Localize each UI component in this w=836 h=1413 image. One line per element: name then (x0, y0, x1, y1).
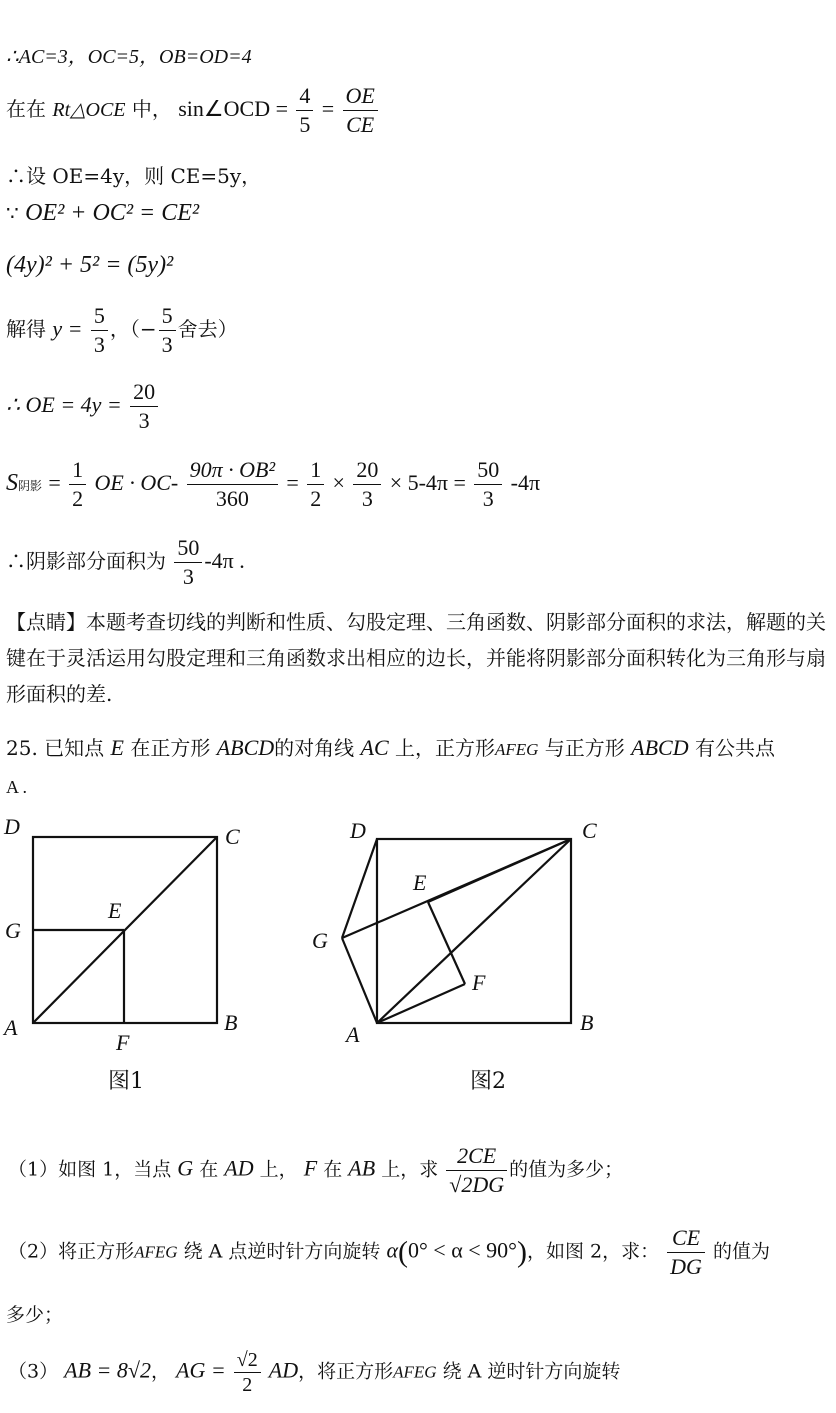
question-2-continued (6, 1300, 63, 1327)
q25-square-abcd-2: ABCD (631, 735, 689, 760)
triangle-name: Rt△OCE (52, 99, 126, 121)
fig2-segment-ef (428, 902, 465, 984)
line-given-lengths (6, 40, 252, 69)
fig2-label-e: E (413, 870, 427, 895)
pythagoras-equation: OE² + OC² = CE² (25, 200, 200, 226)
q3-ag-expression: AG = (176, 1357, 226, 1383)
fig1-label-c: C (225, 824, 240, 849)
equals-2: = (286, 470, 299, 495)
q1-text-f: 的值为多少； (509, 1158, 624, 1181)
q25-text-d: 上，正方形 (395, 736, 495, 760)
q2-fraction: $\frac{CE}{DG}$ (667, 1224, 705, 1281)
q1-segment-ad: AD (224, 1155, 254, 1181)
q2-text-c: ，如图 2，求： (526, 1240, 660, 1263)
q25-square-abcd: ABCD (216, 735, 275, 760)
answer-prefix: ∴阴影部分面积为 (6, 549, 166, 573)
equals-1: = (48, 470, 61, 495)
line-shaded-area-formula (6, 456, 540, 513)
q3-square-afeg: AFEG (393, 1362, 437, 1382)
fig1-label-f: F (116, 1030, 130, 1055)
q2-text-b: 绕 A 点逆时针方向旋转 (183, 1240, 381, 1263)
q3-text-a: （3） (8, 1360, 59, 1383)
q1-point-g: G (177, 1155, 194, 1181)
solve-mid: ，（− (109, 317, 157, 341)
q1-text-b: 在 (199, 1158, 219, 1181)
fig2-label-a: A (346, 1022, 360, 1047)
q25-diagonal-ac: AC (360, 735, 389, 760)
sin-expression: sin∠OCD = (178, 96, 288, 121)
fig1-label-g: G (5, 918, 21, 943)
q3-segment-ad: AD (268, 1357, 299, 1383)
line-sin-ocd (6, 82, 380, 139)
dianjing-paragraph (6, 604, 832, 712)
fig2-label-g: G (312, 928, 328, 953)
fig2-segment-fa (377, 984, 465, 1023)
fraction-1-2-b: $\frac{1}{2}$ (307, 456, 324, 513)
fig2-label-d: D (350, 818, 366, 843)
discard-text: 舍去） (177, 317, 238, 341)
line-solve (6, 302, 238, 359)
fraction-5-3: $\frac{5}{3}$ (91, 302, 108, 359)
figure-1 (0, 810, 300, 1100)
q2-angle-range: 0° < α < 90° (408, 1237, 517, 1263)
q2-alpha: α (386, 1237, 398, 1263)
q1-text-a: （1）如图 1，当点 (8, 1158, 172, 1181)
given-lengths: ∴AC=3，OC=5，OB=OD=4 (6, 46, 252, 68)
question-25-stem (6, 730, 832, 805)
q3-ab-value: AB = 8√2 (64, 1357, 151, 1383)
dianjing-text: 【点睛】本题考查切线的判断和性质、勾股定理、三角函数、阴影部分面积的求法，解题的关键在于灵活运用勾股定理和三角函数求出相应的边长，并能将阴影部分面积转化为三角形与扇形面积的差. (6, 610, 826, 706)
q25-text-e: 与正方形 (544, 736, 625, 760)
fraction-4-5: $\frac{4}{5}$ (296, 82, 313, 139)
q25-text-c: 的对角线 (274, 736, 355, 760)
solve-prefix: 解得 (6, 317, 46, 341)
q1-text-c: 上， (259, 1158, 298, 1181)
fig1-label-d: D (4, 814, 20, 839)
fig1-label-e: E (108, 898, 122, 923)
q3-fraction: $\frac{√2}{2}$ (234, 1348, 261, 1397)
q1-text-d: 在 (323, 1158, 343, 1181)
q25-point-e: E (110, 735, 124, 760)
q2-text-e: 多少； (6, 1304, 64, 1326)
fraction-50-3-answer: $\frac{50}{3}$ (174, 534, 202, 591)
line-shaded-area-answer (6, 534, 245, 591)
line-assume (6, 160, 261, 189)
q25-text-b: 在正方形 (130, 736, 211, 760)
q1-point-f: F (303, 1155, 318, 1181)
times-1: × (332, 470, 345, 495)
q25-text-f: 有公共点 (694, 736, 775, 760)
line-oe-value (6, 378, 160, 435)
q1-fraction: $\frac{2CE}{√2DG}$ (446, 1142, 507, 1199)
fraction-20-3: $\frac{20}{3}$ (130, 378, 158, 435)
q3-text-d: 绕 A 逆时针方向旋转 (442, 1360, 621, 1383)
fig2-label-b: B (580, 1010, 594, 1035)
q25-text-a: 25. 已知点 (6, 736, 105, 760)
q2-text-a: （2）将正方形 (8, 1240, 135, 1263)
oe-oc-term: OE · OC- (94, 470, 179, 495)
q2-text-d: 的值为 (712, 1240, 770, 1263)
figure-2-diagram (300, 810, 620, 1100)
q25-square-afeg: AFEG (495, 740, 539, 759)
fig1-label-b: B (224, 1010, 238, 1035)
area-subscript: 阴影 (18, 479, 43, 493)
fig1-caption: 图1 (108, 1069, 144, 1094)
because-symbol: ∵ (6, 201, 19, 225)
fig1-label-a: A (4, 1015, 18, 1040)
figure-2 (300, 810, 620, 1100)
fig2-label-f: F (472, 970, 486, 995)
fig2-segment-ec (428, 839, 571, 902)
fig2-segment-dg (342, 839, 377, 938)
answer-suffix: -4π . (204, 548, 245, 573)
line-pythagoras (6, 200, 199, 227)
q3-text-c: ，将正方形 (298, 1360, 394, 1383)
fig2-segment-ga (342, 938, 377, 1023)
fraction-20-3-b: $\frac{20}{3}$ (353, 456, 381, 513)
q1-text-e: 上，求 (381, 1158, 439, 1181)
q1-segment-ab: AB (348, 1155, 376, 1181)
fig2-caption: 图2 (470, 1069, 506, 1094)
fraction-sector: $\frac{\text{90π · OB²}}{360}$ (187, 456, 278, 513)
substitute-equation: (4y)² + 5² = (5y)² (6, 252, 174, 278)
question-2: （2）将正方形AFEG 绕 A 点逆时针方向旋转 α(0° < α < 90°)，如图 2，求： $\frac{CE}{DG}$ 的值为 (8, 1225, 770, 1279)
line-substitute (6, 252, 173, 279)
figure-1-diagram (0, 810, 300, 1100)
y-equals: y = (52, 316, 83, 341)
fraction-oe-ce: $\frac{OE}{CE}$ (343, 82, 378, 139)
question-3 (8, 1348, 620, 1397)
question-1 (8, 1142, 623, 1199)
text-mid: 中， (125, 97, 172, 121)
fraction-neg-5-3: $\frac{5}{3}$ (159, 302, 176, 359)
times-5-term: × 5-4π = (389, 470, 466, 495)
fig2-label-c: C (582, 818, 597, 843)
area-symbol: S (6, 470, 18, 496)
fraction-1-2-a: $\frac{1}{2}$ (69, 456, 86, 513)
text-prefix: 在在 (6, 97, 53, 121)
q2-square-afeg: AFEG (134, 1242, 178, 1262)
minus-4pi: -4π (510, 470, 541, 495)
assume-text: ∴设 OE=4y，则 CE=5y， (6, 164, 262, 188)
fraction-50-3: $\frac{50}{3}$ (474, 456, 502, 513)
q25-point-a: A . (6, 777, 28, 797)
oe-expression: ∴ OE = 4y = (6, 392, 122, 417)
equals: = (321, 96, 335, 121)
q3-text-b: ， (150, 1360, 170, 1383)
